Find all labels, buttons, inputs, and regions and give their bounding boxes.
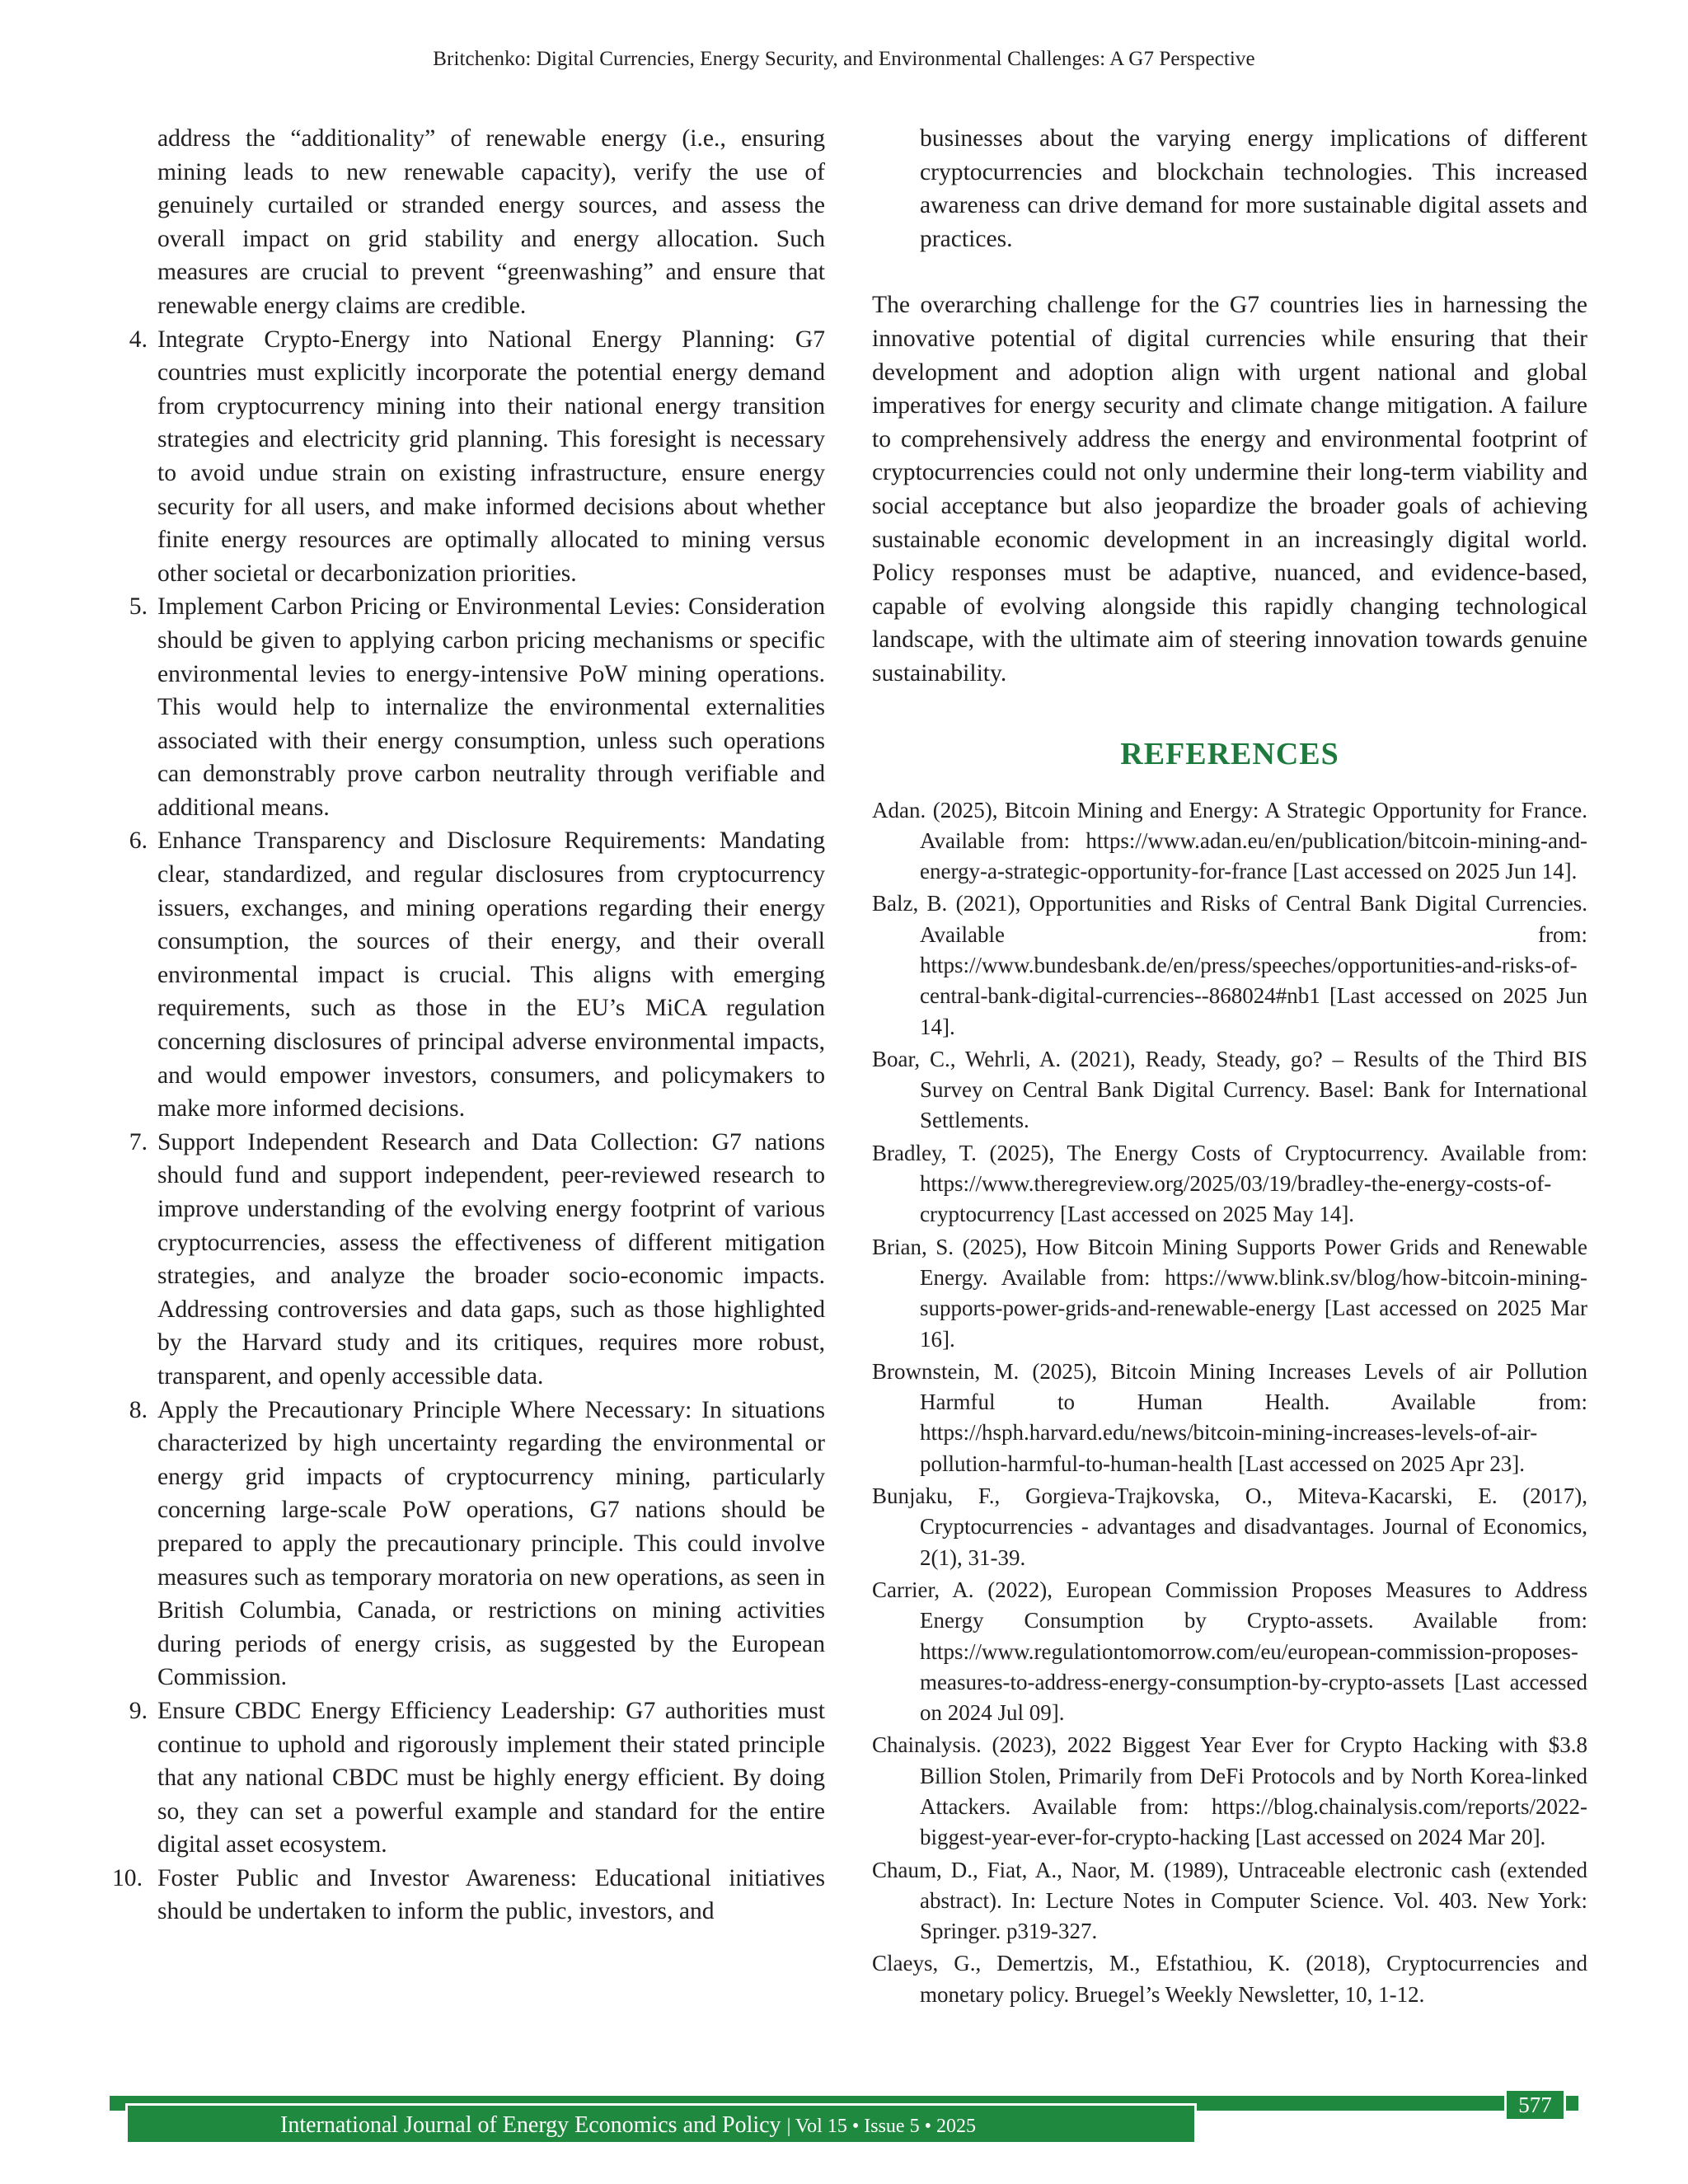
reference-entry: Boar, C., Wehrli, A. (2021), Ready, Steady, go? – Results of the Third BIS Survey on Central Bank Digital Currency. Basel: Bank for International Settlements. [872,1046,1587,1133]
reference-entry: Balz, B. (2021), Opportunities and Risks of Central Bank Digital Currencies. Available from: https://www.bundesbank.de/en/press/speeches/opportunities-and-risks-of-central-bank-digital-currencies--868024#nb1 [Last accessed on 2025 Jun 14]. [872,891,1587,1039]
list-number: 10. [112,1864,143,1891]
list-text: Enhance Transparency and Disclosure Requirements: Mandating clear, standardized, and regular disclosures from cryptocurrency issuers, exchanges, and mining operations regarding their energy consumption, the sources of their energy, and their overall environmental impact is crucial. This aligns with emerging requirements, such as those in the EU’s MiCA regulation concerning disclosures of principal adverse environmental impacts, and would empower investors, consumers, and policymakers to make more informed decisions. [157,827,825,1122]
list-item [110,1126,825,1394]
reference-entry: Brownstein, M. (2025), Bitcoin Mining Increases Levels of air Pollution Harmful to Human Health. Available from: https://hsph.harvard.edu/news/bitcoin-mining-increases-levels-of-air-pollution-harmful-to-human-health [Last accessed on 2025 Apr 23]. [872,1358,1587,1476]
list-item [110,1394,825,1694]
journal-name: International Journal of Energy Economics and Policy [280,2112,781,2138]
continued-list-text: businesses about the varying energy implications of different cryptocurrencies and blockchain technologies. This increased awareness can drive demand for more sustainable digital assets and practices. [920,125,1587,252]
list-item [110,1694,825,1862]
list-text: Implement Carbon Pricing or Environmental Levies: Consideration should be given to applying carbon pricing mechanisms or specific environmental levies to energy-intensive PoW mining operations. This would help to internalize the environmental externalities associated with their energy consumption, unless such operations can demonstrably prove carbon neutrality through verifiable and additional means. [157,593,825,821]
left-column [110,122,825,1929]
references-list [872,795,1587,2011]
reference-entry: Brian, S. (2025), How Bitcoin Mining Supports Power Grids and Renewable Energy. Available from: https://www.blink.sv/blog/how-bitcoin-mining-supports-power-grids-and-renewable-energy [Last accessed on 2025 Mar 16]. [872,1234,1587,1352]
conclusion-paragraph: The overarching challenge for the G7 countries lies in harnessing the innovative potential of digital currencies while ensuring that their development and adoption align with urgent national and global imperatives for energy security and climate change mitigation. A failure to comprehensively address the energy and environmental footprint of cryptocurrencies could not only undermine their long-term viability and social acceptance but also jeopardize the broader goals of achieving sustainable economic development in an increasingly digital world. Policy responses must be adaptive, nuanced, and evidence-based, capable of evolving alongside this rapidly changing technological landscape, with the ultimate aim of steering innovation towards genuine sustainability. [872,292,1587,687]
list-text: Support Independent Research and Data Collection: G7 nations should fund and support independent, peer-reviewed research to improve understanding of the evolving energy footprint of various cryptocurrencies, assess the effectiveness of different mitigation strategies, and analyze the broader socio-economic impacts. Addressing controversies and data gaps, such as those highlighted by the Harvard study and its critiques, requires more robust, transparent, and openly accessible data. [157,1128,825,1390]
list-number: 6. [129,827,148,855]
list-number: 4. [129,326,148,353]
running-head: Britchenko: Digital Currencies, Energy Security, and Environmental Challenges: A G7 Perspective [433,48,1255,70]
list-text: Foster Public and Investor Awareness: Educational initiatives should be undertaken to inform the public, investors, and [157,1864,825,1925]
reference-entry: Chaum, D., Fiat, A., Naor, M. (1989), Untraceable electronic cash (extended abstract). In: Lecture Notes in Computer Science. Vol. 403. New York: Springer. p319-327. [872,1857,1587,1944]
list-item [110,824,825,1125]
journal-issue: | Vol 15 • Issue 5 • 2025 [786,2116,976,2137]
reference-entry: Adan. (2025), Bitcoin Mining and Energy: A Strategic Opportunity for France. Available from: https://www.adan.eu/en/publication/bitcoin-mining-and-energy-a-strategic-opportunity-for-france [Last accessed on 2025 Jun 14]. [872,797,1587,884]
list-item [110,1862,825,1929]
reference-entry: Bradley, T. (2025), The Energy Costs of Cryptocurrency. Available from: https://www.theregreview.org/2025/03/19/bradley-the-energy-costs-of-cryptocurrency [Last accessed on 2025 May 14]. [872,1140,1587,1227]
reference-entry: Carrier, A. (2022), European Commission Proposes Measures to Address Energy Consumption by Crypto-assets. Available from: https://www.regulationtomorrow.com/eu/european-commission-proposes-measures-to-address-energy-consumption-by-crypto-assets [Last accessed on 2024 Jul 09]. [872,1577,1587,1726]
reference-entry: Bunjaku, F., Gorgieva-Trajkovska, O., Miteva-Kacarski, E. (2017), Cryptocurrencies - advantages and disadvantages. Journal of Economics, 2(1), 31-39. [872,1483,1587,1570]
reference-entry: Claeys, G., Demertzis, M., Efstathiou, K. (2018), Cryptocurrencies and monetary policy. Bruegel’s Weekly Newsletter, 10, 1-12. [872,1951,1587,2007]
list-number: 5. [129,593,148,621]
list-text: Apply the Precautionary Principle Where Necessary: In situations characterized by high uncertainty regarding the environmental or energy grid impacts of cryptocurrency mining, particularly concerning large-scale PoW operations, G7 nations should be prepared to apply the precautionary principle. This could involve measures such as temporary moratoria on new operations, as seen in British Columbia, Canada, or restrictions on mining activities during periods of energy crisis, as suggested by the European Commission. [157,1396,825,1691]
page-number: 577 [1504,2088,1566,2121]
list-text: Integrate Crypto-Energy into National Energy Planning: G7 countries must explicitly incorporate the potential energy demand from cryptocurrency mining into their national energy transition strategies and electricity grid planning. This foresight is necessary to avoid undue strain on existing infrastructure, ensure energy security for all users, and make informed decisions about whether finite energy resources are optimally allocated to mining versus other societal or decarbonization priorities. [157,326,825,587]
list-number: 7. [129,1128,148,1155]
journal-citation [280,2112,976,2139]
footer-journal-banner [125,2103,1197,2144]
reference-entry: Chainalysis. (2023), 2022 Biggest Year Ever for Crypto Hacking with $3.8 Billion Stolen, Primarily from DeFi Protocols and by North Korea-linked Attackers. Available from: https://blog.chainalysis.com/reports/2022-biggest-year-ever-for-crypto-hacking [Last accessed on 2024 Mar 20]. [872,1732,1587,1850]
right-column [872,122,1587,2012]
list-text: Ensure CBDC Energy Efficiency Leadership: G7 authorities must continue to uphold and rigorously implement their stated principle that any national CBDC must be highly energy efficient. By doing so, they can set a powerful example and standard for the entire digital asset ecosystem. [157,1697,825,1858]
list-item [110,590,825,824]
list-item [110,323,825,591]
list-number: 9. [129,1697,148,1724]
recommendations-list [110,323,825,1929]
list-number: 8. [129,1396,148,1423]
continued-paragraph: address the “additionality” of renewable energy (i.e., ensuring mining leads to new renewable capacity), verify the use of genuinely curtailed or stranded energy sources, and assess the overall impact on grid stability and energy allocation. Such measures are crucial to prevent “greenwashing” and ensure that renewable energy claims are credible. [157,125,825,319]
references-heading: REFERENCES [1120,736,1339,771]
